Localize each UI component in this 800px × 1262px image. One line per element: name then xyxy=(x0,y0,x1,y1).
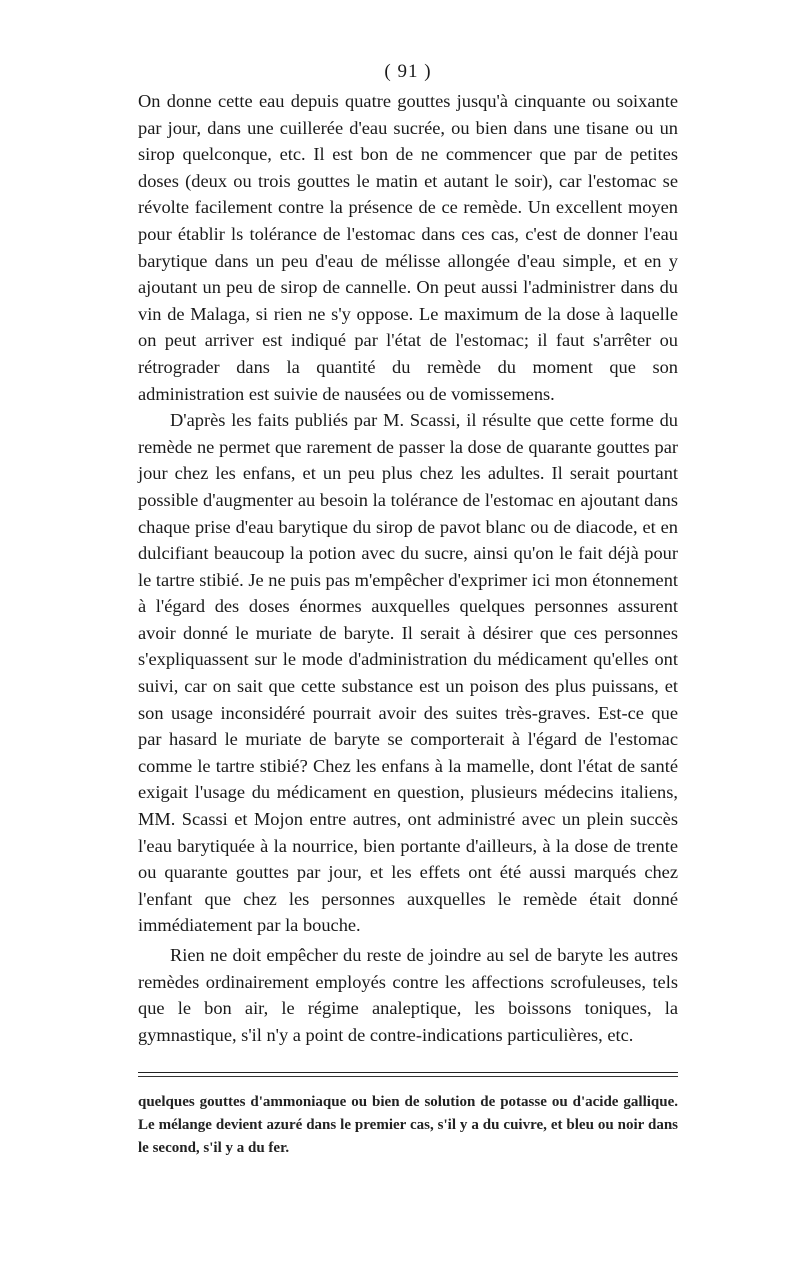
book-page xyxy=(138,58,678,1160)
page-number: ( 91 ) xyxy=(384,61,432,82)
footnote-separator-thin xyxy=(138,1076,678,1077)
footnote-text: quelques gouttes d'ammoniaque ou bien de solution de potasse ou d'acide gallique. Le mélange devient azuré dans le premier cas, s'il y a du cuivre, et bleu ou noir dans le second, s'il y a du fer. xyxy=(138,1094,678,1157)
footnote-separator xyxy=(138,1072,678,1073)
paragraph-other-remedies: Rien ne doit empêcher du reste de joindre au sel de baryte les autres remèdes ordinairement employés contre les affections scrofuleuses, tels que le bon air, le régime analeptique, les boissons toniques, la gymnastique, s'il n'y a point de contre-indications particulières, etc. xyxy=(138,945,678,1045)
paragraph-scassi-facts: D'après les faits publiés par M. Scassi, il résulte que cette forme du remède ne permet que rarement de passer la dose de quarante gouttes par jour chez les enfans, et un peu plus chez les adultes. Il serait pourtant possible d'augmenter au besoin la tolérance de l'estomac en ajoutant dans chaque prise d'eau barytique du sirop de pavot blanc ou de diacode, et en dulcifiant beaucoup la potion avec du sucre, ainsi qu'on le fait déjà pour le tartre stibié. Je ne puis pas m'empêcher d'exprimer ici mon étonnement à l'égard des doses énormes auxquelles quelques personnes assurent avoir donné le muriate de baryte. Il serait à désirer que ces personnes s'expliquassent sur le mode d'administration du médicament qu'elles ont suivi, car on sait que cette substance est un poison des plus puissans, et son usage inconsidéré pourrait avoir des suites très-graves. Est-ce que par hasard le muriate de baryte se comporterait à l'égard de l'estomac comme le tartre stibié? Chez les enfans à la mamelle, dont l'état de santé exigait l'usage du médicament en question, plusieurs médecins italiens, MM. Scassi et Mojon entre autres, ont administré avec un plein succès l'eau barytiquée à la nourrice, bien portante d'ailleurs, à la dose de trente ou quarante gouttes par jour, et les effets ont été aussi marqués chez l'enfant que chez les personnes auxquelles le remède était donné immédiatement par la bouche. xyxy=(138,410,678,936)
paragraph-dosage: On donne cette eau depuis quatre gouttes jusqu'à cinquante ou soixante par jour, dans une cuillerée d'eau sucrée, ou bien dans une tisane ou un sirop quelconque, etc. Il est bon de ne commencer que par de petites doses (deux ou trois gouttes le matin et autant le soir), car l'estomac se révolte facilement contre la présence de ce remède. Un excellent moyen pour établir ls tolérance de l'estomac dans ces cas, c'est de donner l'eau barytique dans un peu d'eau de mélisse allongée d'eau simple, et en y ajoutant un peu de sirop de cannelle. On peut aussi l'administrer dans du vin de Malaga, si rien ne s'y oppose. Le maximum de la dose à laquelle on peut arriver est indiqué par l'état de l'estomac; il faut s'arrêter ou rétrograder dans la quantité du remède du moment que son administration est suivie de nausées ou de vomissemens. xyxy=(138,91,678,404)
